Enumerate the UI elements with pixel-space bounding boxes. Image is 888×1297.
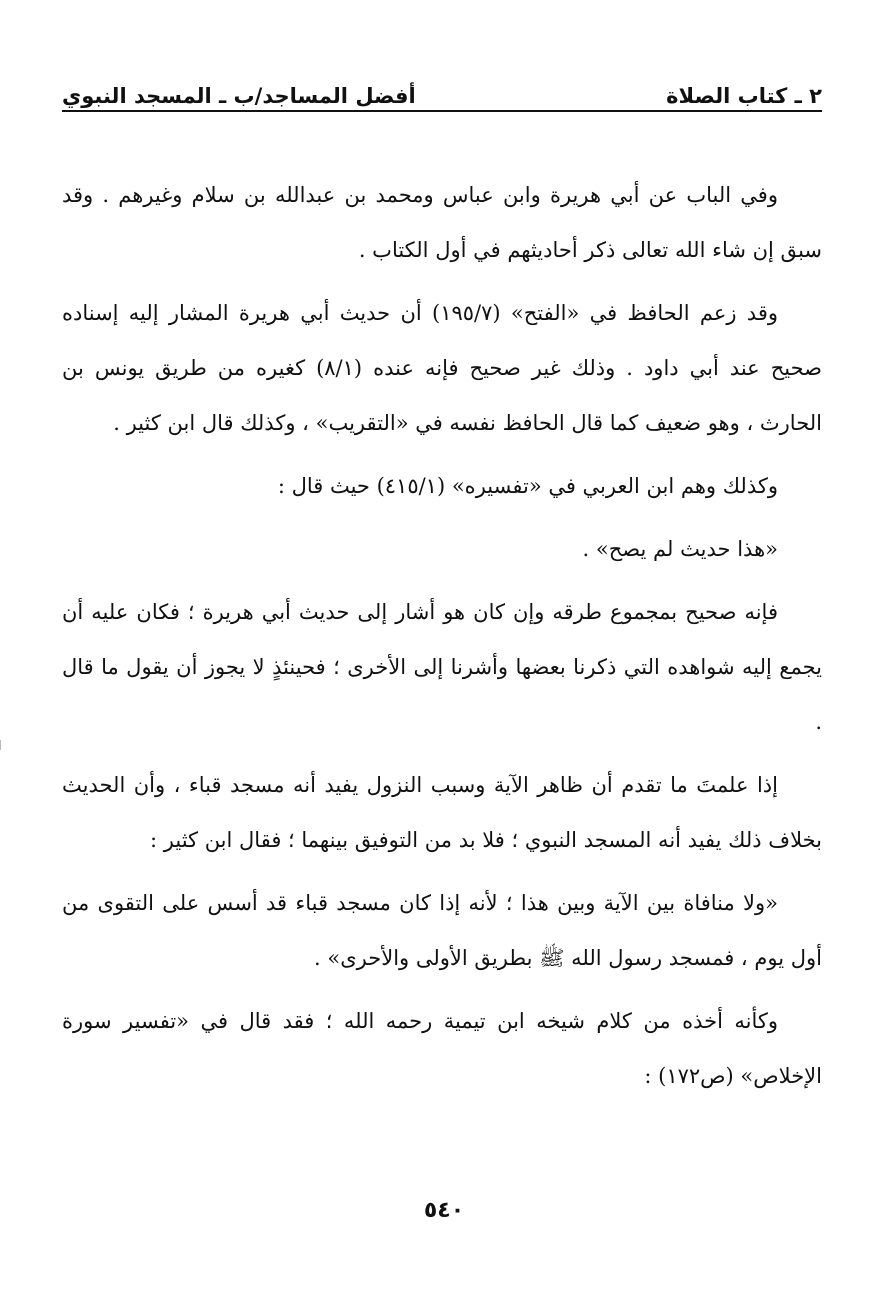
- paragraph-2: وقد زعم الحافظ في «الفتح» (١٩٥/٧) أن حديث أبي هريرة المشار إليه إسناده صحيح عند أبي داود . وذلك غير صحيح فإنه عنده (٨/١) كغيره من طريق يونس بن الحارث ، وهو ضعيف كما قال الحافظ نفسه في «التقريب» ، وكذلك قال ابن كثير .: [62, 301, 822, 435]
- margin-mark: [0, 740, 1, 750]
- paragraph-6: إذا علمتَ ما تقدم أن ظاهر الآية وسبب النزول يفيد أنه مسجد قباء ، وأن الحديث بخلاف ذلك يفيد أنه المسجد النبوي ؛ فلا بد من التوفيق بينهما ؛ فقال ابن كثير :: [62, 773, 822, 852]
- paragraph-5: فإنه صحيح بمجموع طرقه وإن كان هو أشار إلى حديث أبي هريرة ؛ فكان عليه أن يجمع إليه شواهده التي ذكرنا بعضها وأشرنا إلى الأخرى ؛ فحينئذٍ لا يجوز أن يقول ما قال .: [62, 600, 822, 734]
- header-divider: [62, 110, 822, 112]
- running-header: [62, 68, 822, 108]
- header-section-title: أفضل المساجد/ب ـ المسجد النبوي: [62, 84, 416, 108]
- paragraph-1: وفي الباب عن أبي هريرة وابن عباس ومحمد بن عبدالله بن سلام وغيرهم . وقد سبق إن شاء الله تعالى ذكر أحاديثهم في أول الكتاب .: [62, 183, 822, 262]
- page-number: ٥٤٠: [423, 1198, 465, 1223]
- paragraph-7-quote: «ولا منافاة بين الآية وبين هذا ؛ لأنه إذا كان مسجد قباء قد أسس على التقوى من أول يوم ، فمسجد رسول الله ﷺ بطريق الأولى والأحرى» .: [62, 891, 822, 970]
- header-chapter-title: ٢ ـ كتاب الصلاة: [666, 84, 822, 108]
- main-text: [62, 168, 822, 1112]
- paragraph-3: وكذلك وهم ابن العربي في «تفسيره» (٤١٥/١) حيث قال :: [277, 474, 778, 498]
- paragraph-8: وكأنه أخذه من كلام شيخه ابن تيمية رحمه الله ؛ فقد قال في «تفسير سورة الإخلاص» (ص١٧٢) :: [62, 1009, 822, 1088]
- paragraph-4-quote: «هذا حديث لم يصح» .: [582, 537, 778, 561]
